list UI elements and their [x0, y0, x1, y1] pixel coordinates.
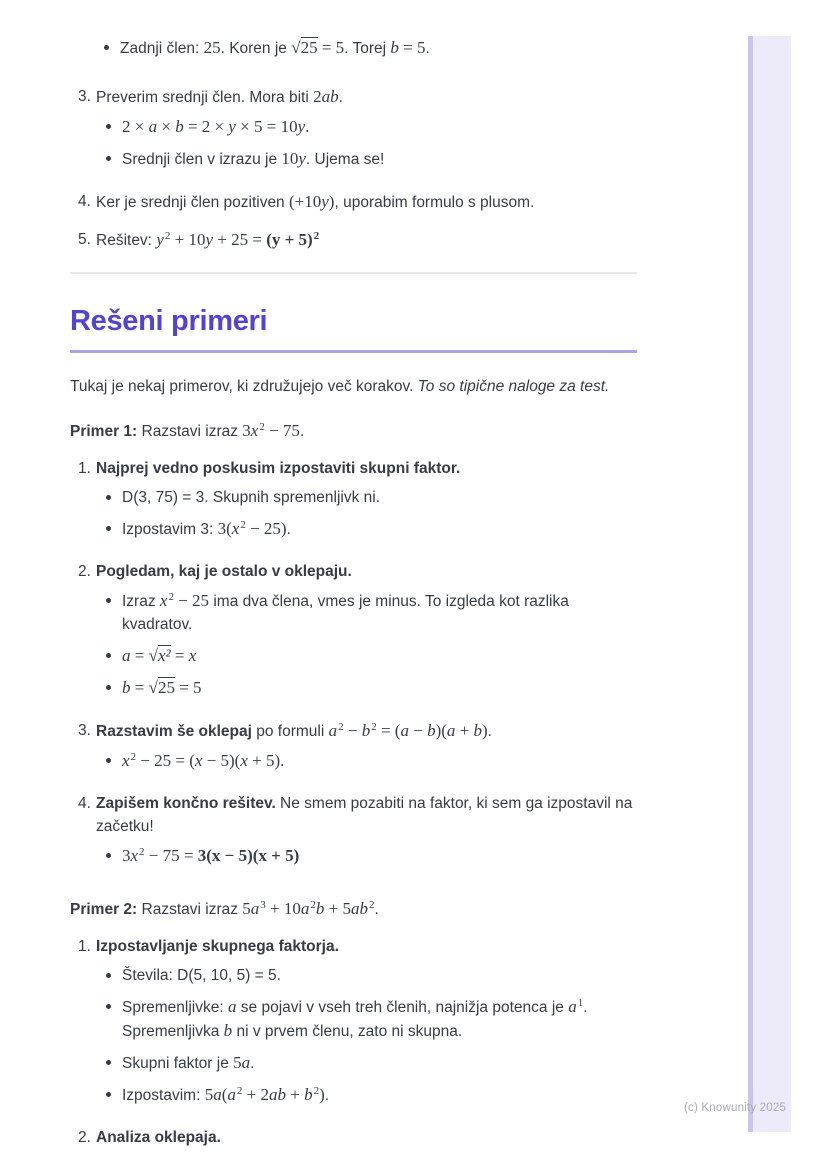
item-text: Rešitev: y2 + 10y + 25 = (y + 5)2 — [96, 230, 320, 249]
list-item-text: Izpostavim: 5a(a2 + 2ab + b2). — [122, 1084, 330, 1104]
item-text: Razstavim še oklepaj po formuli a2 − b2 = (a − b)(a + b). — [96, 720, 492, 740]
list-item-text: 2 × a × b = 2 × y × 5 = 10y. — [122, 117, 310, 136]
item-number: 2. — [78, 562, 91, 580]
list-item-text: D(3, 75) = 3. Skupnih spremenljivk ni. — [122, 488, 381, 506]
item-text: Ker je srednji člen pozitiven (+10y), uporabim formulo s plusom. — [96, 192, 535, 211]
item-text: Najprej vedno poskusim izpostaviti skupni faktor. — [96, 459, 461, 477]
list-item — [105, 644, 637, 668]
sub-bullet-list — [105, 749, 637, 773]
list-item — [105, 589, 637, 636]
list-item-text: Izraz x2 − 25 ima dva člena, vmes je minus. To izgleda kot razlika kvadratov. — [122, 590, 574, 633]
item-number: 5. — [78, 231, 91, 248]
item-body — [96, 719, 637, 778]
list-item — [103, 36, 637, 60]
item-number: 3. — [78, 88, 91, 105]
intro-paragraph: Tukaj je nekaj primerov, ki združujejo več korakov. To so tipične naloge za test. — [70, 377, 610, 395]
watermark: (c) Knowunity 2025 — [684, 1102, 787, 1114]
bullet-icon — [105, 844, 122, 868]
sub-bullet-list — [105, 486, 637, 541]
bullet-icon — [105, 964, 122, 987]
list-item — [105, 486, 637, 509]
list-item-text: Zadnji člen: 25. Koren je √25 = 5. Torej b = 5. — [120, 38, 430, 57]
numbered-item — [78, 228, 637, 252]
list-item — [105, 749, 637, 773]
item-number: 4. — [78, 794, 91, 812]
list-item — [105, 115, 637, 139]
bullet-icon — [105, 995, 122, 1043]
page-edge-strip — [748, 36, 791, 1132]
bullet-icon — [105, 749, 122, 773]
page-content — [70, 36, 637, 1149]
list-item — [105, 1051, 637, 1075]
item-text: Preverim srednji člen. Mora biti 2ab. — [96, 87, 343, 106]
list-item-text: Skupni faktor je 5a. — [122, 1052, 255, 1072]
sub-bullet-list — [105, 964, 637, 1107]
bullet-icon — [105, 1051, 122, 1075]
list-item-text: a = √x² = x — [122, 645, 197, 665]
bullet-icon — [103, 36, 120, 60]
item-body — [96, 228, 637, 252]
page-edge-line — [748, 36, 753, 1132]
primer2-steps — [70, 935, 637, 1149]
sub-bullet-list — [105, 589, 637, 700]
list-item — [105, 147, 637, 171]
item-number: 2. — [78, 1128, 91, 1146]
list-item-text: 3x2 − 75 = 3(x − 5)(x + 5) — [122, 845, 300, 865]
numbered-item — [78, 85, 637, 176]
list-item-text: Spremenljivke: a se pojavi v vseh treh členih, najnižja potenca je a1. Spremenljivka b ni v prvem členu, zato ni skupna. — [122, 996, 592, 1040]
bullet-icon — [105, 147, 122, 171]
item-body — [96, 935, 637, 1112]
list-item — [105, 995, 637, 1043]
list-item-text: Srednji člen v izrazu je 10y. Ujema se! — [122, 149, 385, 168]
section-divider — [70, 272, 637, 274]
list-item-text: Izpostavim 3: 3(x2 − 25). — [122, 518, 291, 538]
item-text: Izpostavljanje skupnega faktorja. — [96, 937, 339, 955]
bullet-icon — [105, 676, 122, 700]
numbered-item — [78, 190, 637, 214]
item-text: Zapišem končno rešitev. Ne smem pozabiti na faktor, ki sem ga izpostavil na začetku! — [96, 794, 637, 835]
item-number: 3. — [78, 721, 91, 739]
item-number: 1. — [78, 459, 91, 477]
item-text: Analiza oklepaja. — [96, 1128, 221, 1146]
sub-bullet-list — [105, 844, 637, 868]
top-bullet-list — [103, 36, 637, 60]
numbered-item — [78, 1126, 637, 1149]
list-item — [105, 844, 637, 868]
heading-underline — [70, 350, 637, 353]
sub-bullet-list — [105, 115, 637, 171]
item-body — [96, 560, 637, 705]
list-item — [105, 1083, 637, 1107]
bullet-icon — [105, 644, 122, 668]
item-number: 1. — [78, 937, 91, 955]
list-item-text: x2 − 25 = (x − 5)(x + 5). — [122, 750, 285, 770]
list-item — [105, 964, 637, 987]
bullet-icon — [105, 115, 122, 139]
bullet-icon — [105, 589, 122, 636]
primer2-title: Primer 2: Razstavi izraz 5a3 + 10a2b + 5ab2. — [70, 898, 379, 918]
item-body — [96, 457, 637, 546]
numbered-item — [78, 935, 637, 1112]
primer1-steps — [70, 457, 637, 873]
numbered-item — [78, 560, 637, 705]
bullet-icon — [105, 486, 122, 509]
numbered-item — [78, 719, 637, 778]
numbered-item — [78, 457, 637, 546]
numbered-item — [78, 792, 637, 873]
bullet-icon — [105, 1083, 122, 1107]
item-body — [96, 792, 637, 873]
primer1-title: Primer 1: Razstavi izraz 3x2 − 75. — [70, 420, 305, 440]
list-item — [105, 676, 637, 700]
item-text: Pogledam, kaj je ostalo v oklepaju. — [96, 562, 352, 580]
list-item — [105, 517, 637, 541]
bullet-icon — [105, 517, 122, 541]
item-number: 4. — [78, 193, 91, 210]
item-body — [96, 85, 637, 176]
section-heading: Rešeni primeri — [70, 305, 268, 337]
list-item-text: Števila: D(5, 10, 5) = 5. — [122, 966, 281, 984]
top-numbered-list — [70, 85, 637, 252]
item-body — [96, 1126, 637, 1149]
list-item-text: b = √25 = 5 — [122, 677, 202, 697]
item-body — [96, 190, 637, 214]
